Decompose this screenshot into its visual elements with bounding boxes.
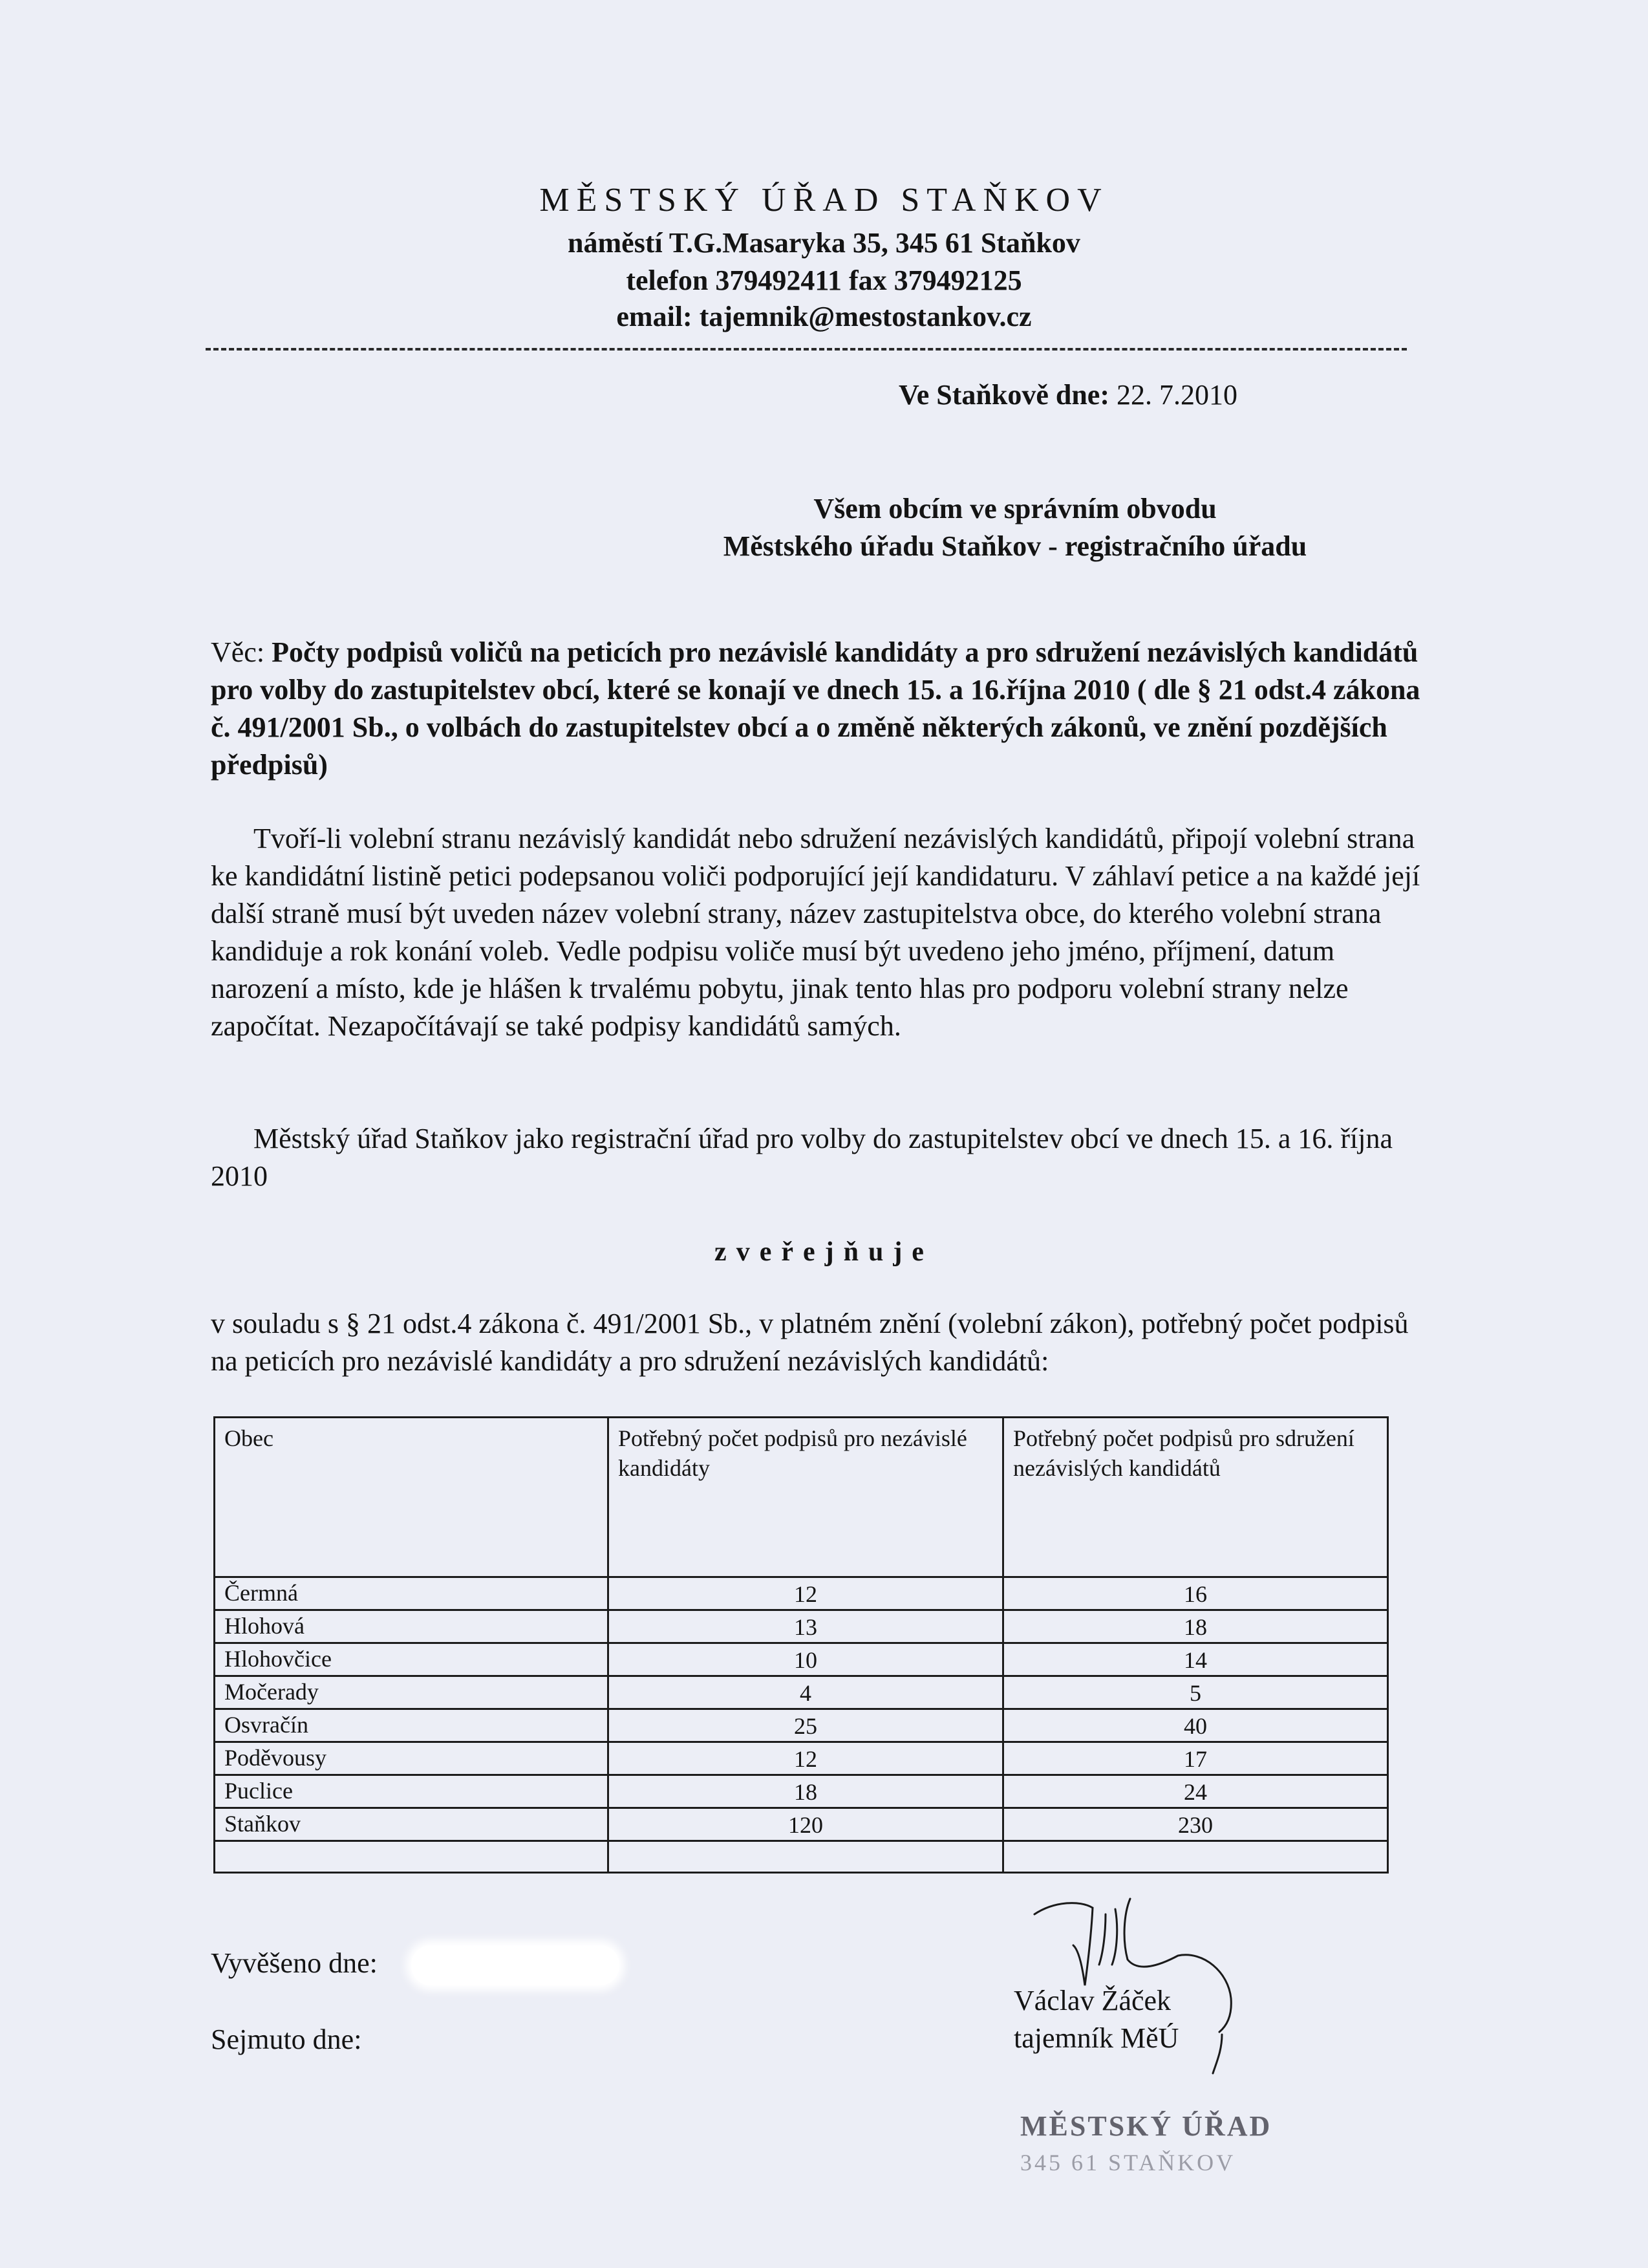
table-row bbox=[215, 1610, 1388, 1643]
office-address: náměstí T.G.Masaryka 35, 345 61 Staňkov bbox=[568, 227, 1080, 259]
posted-date-label: Vyvěšeno dne: bbox=[211, 1947, 378, 1979]
table-row bbox=[215, 1709, 1388, 1742]
date-value: 22. 7.2010 bbox=[1116, 379, 1237, 411]
empty-cell bbox=[215, 1841, 608, 1873]
recipients-line-2: Městského úřadu Staňkov - registračního úřadu bbox=[723, 530, 1307, 562]
recipients-line-1: Všem obcím ve správním obvodu bbox=[813, 493, 1217, 524]
independent-count-cell: 12 bbox=[608, 1577, 1003, 1610]
table-row bbox=[215, 1742, 1388, 1775]
independent-count-cell: 4 bbox=[608, 1676, 1003, 1709]
empty-cell bbox=[1003, 1841, 1388, 1873]
document-date bbox=[899, 378, 1237, 411]
association-count-cell: 16 bbox=[1003, 1577, 1388, 1610]
signature-count-table bbox=[213, 1416, 1389, 1874]
date-label: Ve Staňkově dne: bbox=[899, 379, 1109, 411]
body-paragraph-2: Městský úřad Staňkov jako registrační úřad pro volby do zastupitelstev obcí ve dnech 15. a 16. října 2010 bbox=[211, 1123, 1393, 1192]
table-row bbox=[215, 1577, 1388, 1610]
municipality-cell: Osvračín bbox=[215, 1709, 608, 1742]
independent-count-cell: 10 bbox=[608, 1643, 1003, 1676]
independent-count-cell: 25 bbox=[608, 1709, 1003, 1742]
signer-name: Václav Žáček bbox=[1014, 1985, 1172, 2016]
municipality-cell: Staňkov bbox=[215, 1808, 608, 1841]
municipality-cell: Hlohovčice bbox=[215, 1643, 608, 1676]
table-header-cell: Potřebný počet podpisů pro sdružení nezávislých kandidátů bbox=[1003, 1418, 1388, 1577]
body-paragraph-1: Tvoří-li volební stranu nezávislý kandidát nebo sdružení nezávislých kandidátů, připojí volební strana ke kandidátní listině petici podepsanou voliči podporující její kandidaturu. V záhlaví petice a na každé její další straně musí být uveden název volební strany, název zastupitelstva obce, do kterého volební strana kandiduje a rok konání voleb. Vedle podpisu voliče musí být uvedeno jeho jméno, příjmení, datum narození a místo, kde je hlášen k trvalému pobytu, jinak tento hlas pro podporu volební strany nelze započítat. Nezapočítávají se také podpisy kandidátů samých. bbox=[211, 823, 1420, 1042]
table-header-cell: Obec bbox=[215, 1418, 608, 1577]
association-count-cell: 18 bbox=[1003, 1610, 1388, 1643]
subject bbox=[211, 634, 1426, 784]
header-divider bbox=[206, 348, 1407, 351]
association-count-cell: 14 bbox=[1003, 1643, 1388, 1676]
association-count-cell: 40 bbox=[1003, 1709, 1388, 1742]
subject-text-2: , o volbách do zastupitelstev obcí a o změně některých zákonů, ve znění pozdějších předpisů) bbox=[211, 711, 1387, 781]
table-row bbox=[215, 1676, 1388, 1709]
table-row bbox=[215, 1775, 1388, 1808]
municipality-cell: Poděvousy bbox=[215, 1742, 608, 1775]
removed-date-label: Sejmuto dne: bbox=[211, 2024, 362, 2055]
municipality-cell: Močerady bbox=[215, 1676, 608, 1709]
announcement-heading: zveřejňuje bbox=[714, 1237, 934, 1267]
subject-text-1: Počty podpisů voličů na peticích pro nezávislé kandidáty a pro sdružení nezávislých kandidátů pro volby do zastupitelstev obcí, které se konají ve dnech 15. a 16.října 2010 ( dle § 21 odst.4 zákona č. 491/2001 Sb. bbox=[211, 636, 1420, 743]
office-title: MĚSTSKÝ ÚŘAD STAŇKOV bbox=[539, 182, 1109, 219]
association-count-cell: 17 bbox=[1003, 1742, 1388, 1775]
office-stamp bbox=[1015, 2102, 1287, 2186]
independent-count-cell: 120 bbox=[608, 1808, 1003, 1841]
table-row bbox=[215, 1643, 1388, 1676]
signer-block bbox=[1014, 1982, 1179, 2057]
office-phone: telefon 379492411 fax 379492125 bbox=[626, 265, 1022, 296]
municipality-cell: Hlohová bbox=[215, 1610, 608, 1643]
municipality-cell: Čermná bbox=[215, 1577, 608, 1610]
association-count-cell: 230 bbox=[1003, 1808, 1388, 1841]
subject-label: Věc: bbox=[211, 636, 265, 668]
stamp-line-2: 345 61 STAŇKOV bbox=[1020, 2150, 1236, 2176]
table-row bbox=[215, 1808, 1388, 1841]
signer-title: tajemník MěÚ bbox=[1014, 2022, 1179, 2054]
association-count-cell: 5 bbox=[1003, 1676, 1388, 1709]
table-header-row bbox=[215, 1418, 1388, 1577]
redacted-date bbox=[411, 1945, 619, 1985]
independent-count-cell: 12 bbox=[608, 1742, 1003, 1775]
independent-count-cell: 18 bbox=[608, 1775, 1003, 1808]
office-email: email: tajemnik@mestostankov.cz bbox=[616, 301, 1032, 332]
recipients bbox=[582, 490, 1448, 565]
table-header-cell: Potřebný počet podpisů pro nezávislé kandidáty bbox=[608, 1418, 1003, 1577]
independent-count-cell: 13 bbox=[608, 1610, 1003, 1643]
municipality-cell: Puclice bbox=[215, 1775, 608, 1808]
stamp-line-1: MĚSTSKÝ ÚŘAD bbox=[1020, 2110, 1272, 2142]
body-paragraph-3: v souladu s § 21 odst.4 zákona č. 491/2001 Sb., v platném znění (volební zákon), potřebný počet podpisů na peticích pro nezávislé kandidáty a pro sdružení nezávislých kandidátů: bbox=[211, 1308, 1409, 1377]
association-count-cell: 24 bbox=[1003, 1775, 1388, 1808]
table-row-empty bbox=[215, 1841, 1388, 1873]
empty-cell bbox=[608, 1841, 1003, 1873]
